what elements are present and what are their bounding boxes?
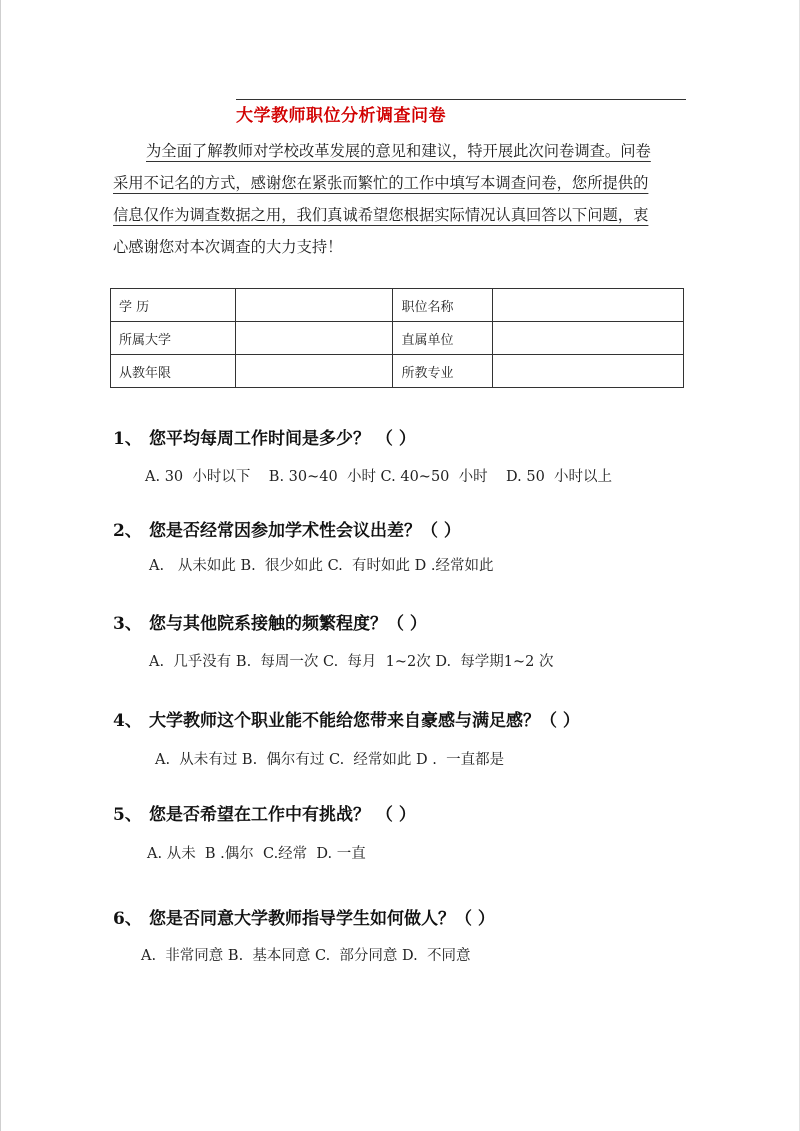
question-text: 您是否经常因参加学术性会议出差？（ ） xyxy=(149,521,461,541)
question-number: 2、 xyxy=(113,521,142,541)
education-field[interactable] xyxy=(236,289,393,322)
intro-line: 为全面了解教师对学校改革发展的意见和建议，特开展此次问卷调查。问卷 xyxy=(146,142,651,160)
question-number: 6、 xyxy=(113,909,142,929)
question-number: 3、 xyxy=(113,614,142,634)
question-2 xyxy=(113,516,461,541)
question-text: 您平均每周工作时间是多少？ （ ） xyxy=(149,429,416,449)
question-number: 4、 xyxy=(113,711,142,731)
major-taught-field[interactable] xyxy=(492,355,683,388)
intro-line: 心感谢您对本次调查的大力支持！ xyxy=(113,238,343,256)
position-name-label: 职位名称 xyxy=(393,289,492,322)
table-row xyxy=(111,355,684,388)
question-6 xyxy=(113,904,495,929)
question-1-options[interactable]: A. 30 小时以下 B. 30~40 小时 C. 40~50 小时 D. 50 小时以上 xyxy=(145,469,613,485)
question-5-options[interactable]: A. 从未 B .偶尔 C.经常 D. 一直 xyxy=(147,846,366,862)
education-label: 学 历 xyxy=(111,289,236,322)
question-4-options[interactable]: A. 从未有过 B. 偶尔有过 C. 经常如此 D . 一直都是 xyxy=(155,752,505,768)
department-label: 直属单位 xyxy=(393,322,492,355)
question-1 xyxy=(113,424,416,449)
teaching-years-field[interactable] xyxy=(236,355,393,388)
page-border-left xyxy=(0,0,1,1131)
header-rule xyxy=(236,99,686,100)
teaching-years-label: 从教年限 xyxy=(111,355,236,388)
question-3-options[interactable]: A. 几乎没有 B. 每周一次 C. 每月 1~2次 D. 每学期1~2 次 xyxy=(149,654,554,670)
table-row xyxy=(111,322,684,355)
table-row xyxy=(111,289,684,322)
intro-line: 采用不记名的方式，感谢您在紧张而繁忙的工作中填写本调查问卷，您所提供的 xyxy=(113,174,649,192)
question-number: 1、 xyxy=(113,429,142,449)
document-title: 大学教师职位分析调查问卷 xyxy=(236,106,446,126)
question-text: 大学教师这个职业能不能给您带来自豪感与满足感？（ ） xyxy=(149,711,580,731)
question-4 xyxy=(113,706,580,731)
question-3 xyxy=(113,609,427,634)
university-label: 所属大学 xyxy=(111,322,236,355)
question-text: 您与其他院系接触的频繁程度？（ ） xyxy=(149,614,427,634)
intro-paragraph xyxy=(113,135,688,263)
question-2-options[interactable]: A. 从未如此 B. 很少如此 C. 有时如此 D .经常如此 xyxy=(149,558,494,574)
position-name-field[interactable] xyxy=(492,289,683,322)
university-field[interactable] xyxy=(236,322,393,355)
department-field[interactable] xyxy=(492,322,683,355)
question-number: 5、 xyxy=(113,805,142,825)
question-5 xyxy=(113,800,416,825)
major-taught-label: 所教专业 xyxy=(393,355,492,388)
question-text: 您是否希望在工作中有挑战？ （ ） xyxy=(149,805,416,825)
intro-line: 信息仅作为调查数据之用，我们真诚希望您根据实际情况认真回答以下问题，衷 xyxy=(113,206,649,224)
question-text: 您是否同意大学教师指导学生如何做人？（ ） xyxy=(149,909,495,929)
info-table xyxy=(110,288,684,388)
question-6-options[interactable]: A. 非常同意 B. 基本同意 C. 部分同意 D. 不同意 xyxy=(141,948,471,964)
